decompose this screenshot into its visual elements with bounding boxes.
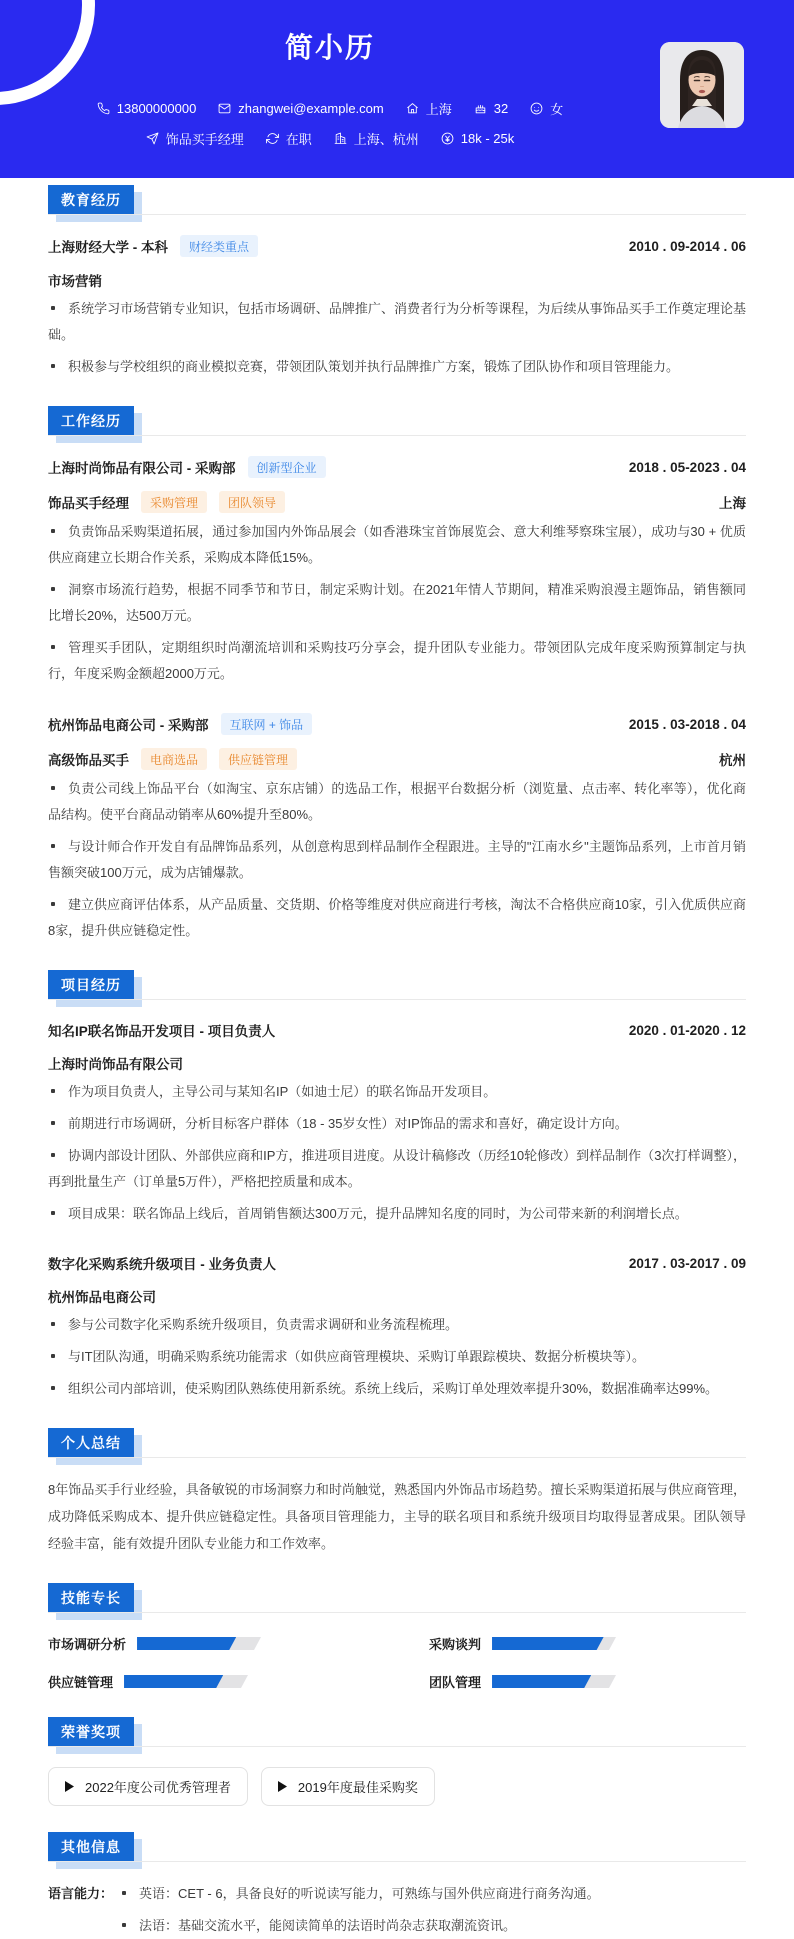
position-tag: 团队领导 — [219, 491, 285, 513]
salary-value: 18k - 25k — [460, 131, 515, 146]
bullet-item: 管理买手团队，定期组织时尚潮流培训和采购技巧分享会，提升团队专业能力。带领团队完成年度采购预算制定与执行，年度采购金额超2000万元。 — [48, 640, 746, 681]
skill-label: 供应链管理 — [48, 1675, 114, 1690]
play-icon — [278, 1781, 287, 1792]
bullet-icon — [51, 1322, 55, 1326]
bullet-item: 参与公司数字化采购系统升级项目，负责需求调研和业务流程梳理。 — [48, 1312, 746, 1338]
gender-value: 女 — [550, 102, 564, 117]
home-city-value: 上海 — [425, 102, 452, 117]
age-icon — [474, 102, 487, 115]
gender-item — [530, 99, 563, 118]
city-icon — [334, 132, 347, 145]
email-icon — [218, 102, 231, 115]
work-location: 杭州 — [719, 753, 746, 768]
section-header-other — [48, 1835, 746, 1862]
salary-item — [441, 131, 514, 146]
project-name: 数字化采购系统升级项目 - 业务负责人 — [48, 1257, 276, 1272]
job-status-item — [266, 129, 312, 148]
section-divider — [48, 214, 746, 215]
position-name: 高级饰品买手 — [48, 753, 129, 768]
bullet-icon — [122, 1891, 126, 1895]
bullet-item: 协调内部设计团队、外部供应商和IP方，推进项目进度。从设计稿修改（历经10轮修改）到样品制作（3次打样调整），再到批量生产（订单量5万件），严格把控质量和成本。 — [48, 1148, 746, 1189]
skill-label: 采购谈判 — [429, 1637, 482, 1652]
skill-bar-fill — [492, 1675, 591, 1688]
school-name: 上海财经大学 - 本科 — [48, 240, 168, 255]
project-bullets — [48, 1312, 746, 1402]
intended-city-value: 上海、杭州 — [353, 132, 419, 147]
section-divider — [48, 999, 746, 1000]
work-entry — [48, 456, 746, 687]
summary-paragraph: 8年饰品买手行业经验，具备敏锐的市场洞察力和时尚触觉，熟悉国内外饰品市场趋势。擅长采购渠道拓展与供应商管理，成功降低采购成本、提升供应链稳定性。具备项目管理能力，主导的联名项目和系统升级项目均取得显著成果。团队领导经验丰富，能有效提升团队专业能力和工作效率。 — [48, 1482, 746, 1551]
bullet-icon — [51, 1121, 55, 1125]
project-date: 2020 . 01-2020 . 12 — [628, 1022, 746, 1038]
education-bullets — [48, 296, 746, 380]
home-icon — [406, 102, 419, 115]
skill-bar — [137, 1637, 261, 1650]
skill-bar — [124, 1675, 248, 1688]
target-position-icon — [146, 132, 159, 145]
company-tag: 互联网 + 饰品 — [221, 713, 313, 735]
section-projects — [48, 973, 746, 1402]
skill-bar-fill — [137, 1637, 236, 1650]
project-name: 知名IP联名饰品开发项目 - 项目负责人 — [48, 1024, 276, 1039]
resume-body — [0, 188, 794, 1939]
profile-photo-image — [660, 42, 744, 128]
bullet-icon — [51, 1211, 55, 1215]
company-name: 上海时尚饰品有限公司 - 采购部 — [48, 461, 236, 476]
school-tag: 财经类重点 — [180, 235, 258, 257]
section-skills — [48, 1586, 746, 1691]
contact-row-1 — [0, 99, 660, 118]
language-ability — [48, 1881, 746, 1939]
skill-label: 市场调研分析 — [48, 1637, 127, 1652]
phone-value: 13800000000 — [116, 101, 197, 116]
position-tag: 电商选品 — [141, 748, 207, 770]
bullet-icon — [51, 1089, 55, 1093]
work-bullets — [48, 776, 746, 944]
bullet-icon — [51, 1386, 55, 1390]
skills-grid — [48, 1634, 746, 1691]
section-header-summary — [48, 1431, 746, 1458]
bullet-icon — [51, 529, 55, 533]
bullet-icon — [51, 1153, 55, 1157]
award-label: 2019年度最佳采购奖 — [297, 1780, 418, 1795]
section-title-education: 教育经历 — [48, 185, 134, 215]
bullet-icon — [51, 364, 55, 368]
skill-bar-fill — [124, 1675, 223, 1688]
position-name: 饰品买手经理 — [48, 496, 129, 511]
language-label: 语言能力： — [48, 1886, 114, 1901]
target-position-item — [146, 129, 244, 148]
bullet-item: 洞察市场流行趋势，根据不同季节和节日，制定采购计划。在2021年情人节期间，精准采购浪漫主题饰品，销售额同比增长20%，达500万元。 — [48, 582, 746, 623]
work-bullets — [48, 519, 746, 687]
bullet-item: 负责饰品采购渠道拓展，通过参加国内外饰品展会（如香港珠宝首饰展览会、意大利维琴察珠宝展），成功与30 + 优质供应商建立长期合作关系，采购成本降低15%。 — [48, 524, 746, 565]
project-entry — [48, 1020, 746, 1227]
major-name: 市场营销 — [48, 274, 102, 289]
skill-item — [429, 1672, 746, 1691]
bullet-item: 负责公司线上饰品平台（如淘宝、京东店铺）的选品工作，根据平台数据分析（浏览量、点击率、转化率等），优化商品结构。使平台商品动销率从60%提升至80%。 — [48, 781, 746, 822]
skill-bar — [492, 1675, 616, 1688]
header-info — [0, 0, 660, 178]
home-city-item — [406, 99, 452, 118]
resume-header — [0, 0, 794, 178]
award-button[interactable] — [261, 1767, 435, 1806]
bullet-item: 建立供应商评估体系，从产品质量、交货期、价格等维度对供应商进行考核，淘汰不合格供应商10家，引入优质供应商8家，提升供应链稳定性。 — [48, 897, 746, 938]
project-company: 杭州饰品电商公司 — [48, 1290, 156, 1305]
job-status-value: 在职 — [285, 132, 312, 147]
section-title-work: 工作经历 — [48, 406, 134, 436]
project-entry — [48, 1253, 746, 1402]
target-position-value: 饰品买手经理 — [165, 132, 244, 147]
section-title-projects: 项目经历 — [48, 970, 134, 1000]
project-bullets — [48, 1079, 746, 1227]
skill-bar-fill — [492, 1637, 604, 1650]
bullet-item: 项目成果：联名饰品上线后，首周销售额达300万元，提升品牌知名度的同时，为公司带来新的利润增长点。 — [48, 1201, 746, 1227]
section-header-projects — [48, 973, 746, 1000]
award-label: 2022年度公司优秀管理者 — [85, 1780, 231, 1795]
project-company: 上海时尚饰品有限公司 — [48, 1057, 183, 1072]
section-divider — [48, 1612, 746, 1613]
age-item — [474, 101, 508, 116]
bullet-item: 法语：基础交流水平，能阅读简单的法语时尚杂志获取潮流资讯。 — [119, 1913, 746, 1939]
skill-bar — [492, 1637, 616, 1650]
skill-label: 团队管理 — [429, 1675, 482, 1690]
section-title-skills: 技能专长 — [48, 1583, 134, 1613]
education-date: 2010 . 09-2014 . 06 — [628, 238, 746, 254]
bullet-icon — [51, 1354, 55, 1358]
bullet-icon — [51, 786, 55, 790]
intended-city-item — [334, 129, 419, 148]
section-title-summary: 个人总结 — [48, 1428, 134, 1458]
language-bullets — [119, 1881, 746, 1939]
section-work — [48, 409, 746, 944]
email-value: zhangwei@example.com — [238, 101, 384, 116]
bullet-item: 前期进行市场调研，分析目标客户群体（18 - 35岁女性）对IP饰品的需求和喜好，确定设计方向。 — [48, 1111, 746, 1137]
company-name: 杭州饰品电商公司 - 采购部 — [48, 718, 209, 733]
bullet-item: 组织公司内部培训，使采购团队熟练使用新系统。系统上线后，采购订单处理效率提升30%，数据准确率达99%。 — [48, 1376, 746, 1402]
skill-item — [48, 1634, 365, 1653]
work-date: 2018 . 05-2023 . 04 — [628, 459, 746, 475]
bullet-icon — [51, 587, 55, 591]
section-divider — [48, 1861, 746, 1862]
bullet-item: 与IT团队沟通，明确采购系统功能需求（如供应商管理模块、采购订单跟踪模块、数据分析模块等）。 — [48, 1344, 746, 1370]
award-button[interactable] — [48, 1767, 248, 1806]
section-header-awards — [48, 1720, 746, 1747]
section-education — [48, 188, 746, 380]
phone-item — [97, 101, 197, 116]
company-tag: 创新型企业 — [248, 456, 326, 478]
section-awards — [48, 1720, 746, 1806]
section-divider — [48, 435, 746, 436]
bullet-item: 系统学习市场营销专业知识，包括市场调研、品牌推广、消费者行为分析等课程，为后续从事饰品买手工作奠定理论基础。 — [48, 301, 746, 342]
work-date: 2015 . 03-2018 . 04 — [628, 716, 746, 732]
skill-item — [48, 1672, 365, 1691]
section-divider — [48, 1457, 746, 1458]
project-date: 2017 . 03-2017 . 09 — [628, 1255, 746, 1271]
candidate-name: 简小历 — [284, 32, 375, 63]
bullet-icon — [51, 306, 55, 310]
section-title-awards: 荣誉奖项 — [48, 1717, 134, 1747]
bullet-item: 与设计师合作开发自有品牌饰品系列，从创意构思到样品制作全程跟进。主导的"江南水乡"主题饰品系列，上市首月销售额突破100万元，成为店铺爆款。 — [48, 839, 746, 880]
skill-item — [429, 1634, 746, 1653]
bullet-icon — [122, 1923, 126, 1927]
section-summary — [48, 1431, 746, 1557]
section-title-other: 其他信息 — [48, 1832, 134, 1862]
section-other — [48, 1835, 746, 1939]
work-entry — [48, 713, 746, 944]
status-icon — [266, 132, 279, 145]
play-icon — [65, 1781, 74, 1792]
bullet-item: 积极参与学校组织的商业模拟竞赛，带领团队策划并执行品牌推广方案，锻炼了团队协作和项目管理能力。 — [48, 354, 746, 380]
section-header-work — [48, 409, 746, 436]
section-header-skills — [48, 1586, 746, 1613]
position-tag: 采购管理 — [141, 491, 207, 513]
bullet-icon — [51, 645, 55, 649]
email-item — [218, 101, 383, 116]
bullet-item: 作为项目负责人，主导公司与某知名IP（如迪士尼）的联名饰品开发项目。 — [48, 1079, 746, 1105]
section-divider — [48, 1746, 746, 1747]
education-entry — [48, 235, 746, 380]
contact-row-2 — [0, 129, 660, 148]
bullet-item: 英语：CET - 6，具备良好的听说读写能力，可熟练与国外供应商进行商务沟通。 — [119, 1881, 746, 1907]
awards-list — [48, 1767, 746, 1806]
salary-icon — [441, 132, 454, 145]
profile-photo — [660, 42, 744, 128]
section-header-education — [48, 188, 746, 215]
phone-icon — [97, 102, 110, 115]
bullet-icon — [51, 902, 55, 906]
bullet-icon — [51, 844, 55, 848]
age-value: 32 — [493, 101, 509, 116]
work-location: 上海 — [719, 496, 746, 511]
gender-icon — [530, 102, 543, 115]
position-tag: 供应链管理 — [219, 748, 297, 770]
